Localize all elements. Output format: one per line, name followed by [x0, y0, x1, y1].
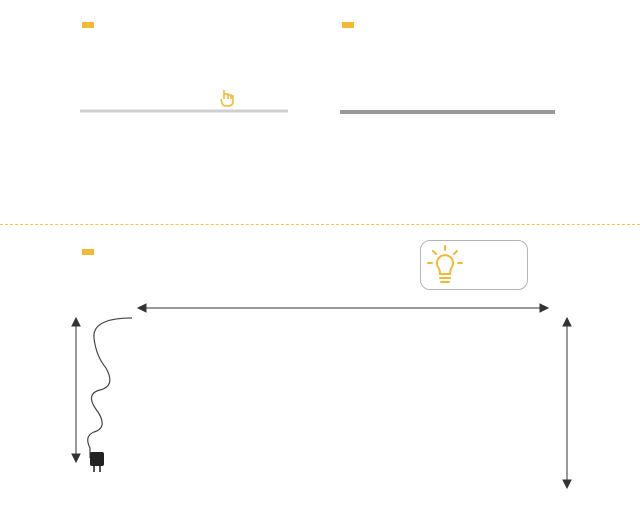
step2-main-wire [340, 110, 555, 114]
lead-cable [88, 318, 132, 458]
hand-pointer-icon [221, 90, 233, 106]
plug-icon [90, 452, 104, 472]
height-arrow-left [72, 318, 80, 462]
height-arrow-right [563, 318, 571, 488]
width-arrow [138, 304, 548, 312]
